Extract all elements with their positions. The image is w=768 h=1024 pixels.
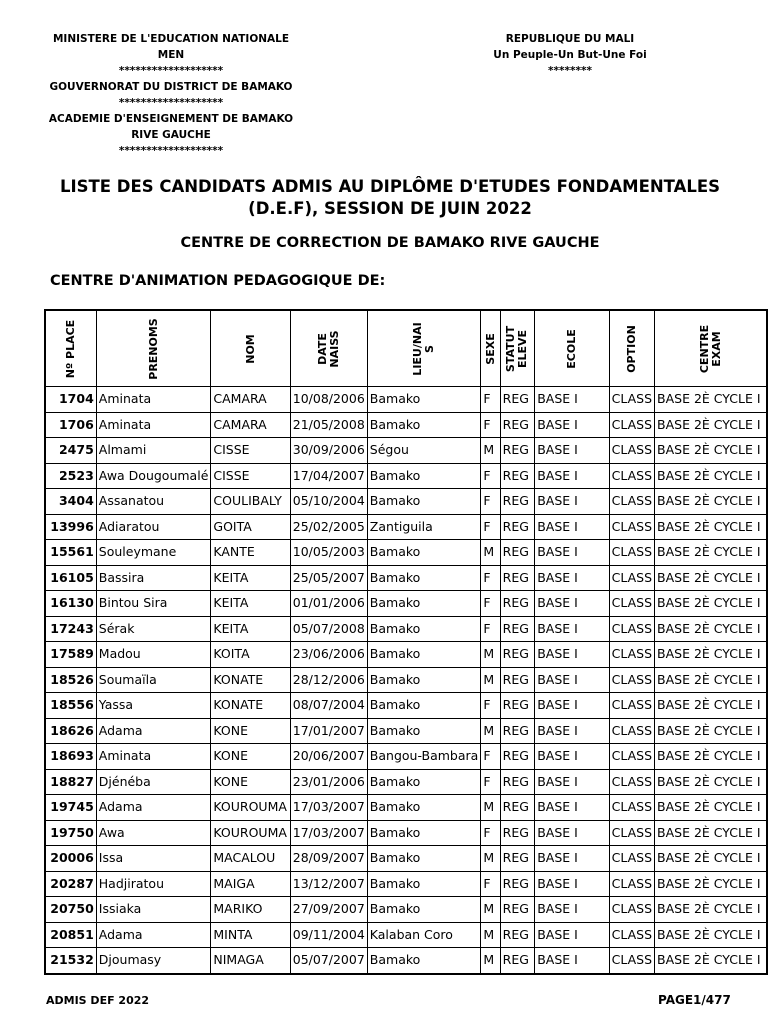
header-line: MEN xyxy=(157,49,185,61)
table-row xyxy=(45,795,767,821)
cell-nom: CAMARA xyxy=(211,412,290,438)
cell-nom: KONATE xyxy=(211,667,290,693)
cell-nom: KEITA xyxy=(211,565,290,591)
cell-nom: MAIGA xyxy=(211,871,290,897)
cell-nom: CAMARA xyxy=(211,387,290,413)
cell-lieu-naiss: Bamako xyxy=(367,795,481,821)
cell-sexe: M xyxy=(481,667,500,693)
cell-sexe: F xyxy=(481,387,500,413)
header-line: Un Peuple-Un But-Une Foi xyxy=(493,49,647,61)
cell-statut: REG xyxy=(500,744,535,770)
cell-date-naiss: 10/05/2003 xyxy=(290,540,367,566)
cell-option: CLASS xyxy=(609,489,654,515)
column-header-label: Nº PLACE xyxy=(63,319,77,378)
header-line: REPUBLIQUE DU MALI xyxy=(505,33,635,45)
cell-sexe: M xyxy=(481,438,500,464)
cell-statut: REG xyxy=(500,489,535,515)
cell-ecole: BASE I xyxy=(535,718,609,744)
cell-prenoms: Soumaïla xyxy=(96,667,211,693)
cell-ecole: BASE I xyxy=(535,871,609,897)
header-line: GOUVERNORAT DU DISTRICT DE BAMAKO xyxy=(49,81,293,93)
cell-sexe: F xyxy=(481,463,500,489)
cell-option: CLASS xyxy=(609,540,654,566)
cell-ecole: BASE I xyxy=(535,463,609,489)
cell-centre-exam: BASE 2È CYCLE I xyxy=(655,795,767,821)
table-row xyxy=(45,871,767,897)
cell-option: CLASS xyxy=(609,412,654,438)
cell-centre-exam: BASE 2È CYCLE I xyxy=(655,846,767,872)
cell-centre-exam: BASE 2È CYCLE I xyxy=(655,489,767,515)
cell-date-naiss: 01/01/2006 xyxy=(290,591,367,617)
cell-prenoms: Almami xyxy=(96,438,211,464)
footer-label: ADMIS DEF 2022 xyxy=(46,994,150,1007)
cell-option: CLASS xyxy=(609,667,654,693)
cell-sexe: F xyxy=(481,565,500,591)
cell-option: CLASS xyxy=(609,642,654,668)
cell-lieu-naiss: Bamako xyxy=(367,591,481,617)
cell-option: CLASS xyxy=(609,718,654,744)
cell-statut: REG xyxy=(500,387,535,413)
column-header-nom xyxy=(211,310,290,387)
cell-prenoms: Assanatou xyxy=(96,489,211,515)
cell-option: CLASS xyxy=(609,565,654,591)
cell-place: 19745 xyxy=(45,795,96,821)
cell-date-naiss: 23/01/2006 xyxy=(290,769,367,795)
table-row xyxy=(45,591,767,617)
cell-date-naiss: 23/06/2006 xyxy=(290,642,367,668)
cell-place: 18526 xyxy=(45,667,96,693)
cell-centre-exam: BASE 2È CYCLE I xyxy=(655,922,767,948)
cell-prenoms: Hadjiratou xyxy=(96,871,211,897)
cell-statut: REG xyxy=(500,693,535,719)
cell-date-naiss: 17/03/2007 xyxy=(290,820,367,846)
cell-statut: REG xyxy=(500,667,535,693)
cell-date-naiss: 05/10/2004 xyxy=(290,489,367,515)
cell-ecole: BASE I xyxy=(535,693,609,719)
cell-option: CLASS xyxy=(609,922,654,948)
column-header-label: STATUT ELEVE xyxy=(504,325,530,372)
cell-option: CLASS xyxy=(609,948,654,974)
cell-ecole: BASE I xyxy=(535,514,609,540)
cell-option: CLASS xyxy=(609,769,654,795)
cell-centre-exam: BASE 2È CYCLE I xyxy=(655,744,767,770)
cell-nom: MACALOU xyxy=(211,846,290,872)
cell-place: 17589 xyxy=(45,642,96,668)
title-line-2: (D.E.F), SESSION DE JUIN 2022 xyxy=(248,199,532,218)
cell-statut: REG xyxy=(500,642,535,668)
column-header-ecole xyxy=(535,310,609,387)
table-row xyxy=(45,820,767,846)
cell-centre-exam: BASE 2È CYCLE I xyxy=(655,820,767,846)
cell-date-naiss: 30/09/2006 xyxy=(290,438,367,464)
cell-sexe: M xyxy=(481,540,500,566)
column-header-label: NOM xyxy=(243,333,257,364)
cell-centre-exam: BASE 2È CYCLE I xyxy=(655,769,767,795)
cell-centre-exam: BASE 2È CYCLE I xyxy=(655,897,767,923)
column-header-place xyxy=(45,310,96,387)
cell-sexe: F xyxy=(481,820,500,846)
cell-date-naiss: 17/01/2007 xyxy=(290,718,367,744)
center-label: CENTRE D'ANIMATION PEDAGOGIQUE DE: xyxy=(50,273,386,289)
cell-ecole: BASE I xyxy=(535,744,609,770)
table-row xyxy=(45,693,767,719)
cell-lieu-naiss: Bamako xyxy=(367,948,481,974)
cell-option: CLASS xyxy=(609,387,654,413)
cell-prenoms: Awa Dougoumalé xyxy=(96,463,211,489)
cell-option: CLASS xyxy=(609,871,654,897)
cell-lieu-naiss: Bamako xyxy=(367,693,481,719)
header-line: ******************* xyxy=(118,65,224,77)
cell-sexe: F xyxy=(481,744,500,770)
cell-sexe: M xyxy=(481,642,500,668)
cell-statut: REG xyxy=(500,897,535,923)
header-line: ******************* xyxy=(118,97,224,109)
cell-nom: NIMAGA xyxy=(211,948,290,974)
cell-place: 1706 xyxy=(45,412,96,438)
cell-statut: REG xyxy=(500,769,535,795)
cell-sexe: M xyxy=(481,846,500,872)
cell-lieu-naiss: Bamako xyxy=(367,667,481,693)
cell-place: 17243 xyxy=(45,616,96,642)
cell-place: 20851 xyxy=(45,922,96,948)
cell-nom: COULIBALY xyxy=(211,489,290,515)
cell-place: 18556 xyxy=(45,693,96,719)
column-header-prenoms xyxy=(96,310,211,387)
cell-prenoms: Issiaka xyxy=(96,897,211,923)
cell-sexe: F xyxy=(481,871,500,897)
cell-prenoms: Djénéba xyxy=(96,769,211,795)
cell-nom: KONE xyxy=(211,718,290,744)
table-row xyxy=(45,642,767,668)
cell-lieu-naiss: Bamako xyxy=(367,387,481,413)
cell-nom: KONE xyxy=(211,744,290,770)
table-row xyxy=(45,540,767,566)
column-header-label: DATE NAISS xyxy=(315,329,341,368)
cell-sexe: M xyxy=(481,718,500,744)
cell-lieu-naiss: Bamako xyxy=(367,642,481,668)
cell-date-naiss: 27/09/2007 xyxy=(290,897,367,923)
cell-date-naiss: 09/11/2004 xyxy=(290,922,367,948)
header-line: MINISTERE DE L'EDUCATION NATIONALE xyxy=(52,33,290,45)
cell-option: CLASS xyxy=(609,438,654,464)
table-row xyxy=(45,718,767,744)
cell-lieu-naiss: Kalaban Coro xyxy=(367,922,481,948)
cell-prenoms: Bassira xyxy=(96,565,211,591)
cell-date-naiss: 28/09/2007 xyxy=(290,846,367,872)
ministry-header xyxy=(46,31,296,159)
cell-centre-exam: BASE 2È CYCLE I xyxy=(655,616,767,642)
cell-date-naiss: 20/06/2007 xyxy=(290,744,367,770)
cell-centre-exam: BASE 2È CYCLE I xyxy=(655,718,767,744)
table-header-row xyxy=(45,310,767,387)
cell-centre-exam: BASE 2È CYCLE I xyxy=(655,871,767,897)
cell-ecole: BASE I xyxy=(535,897,609,923)
cell-option: CLASS xyxy=(609,514,654,540)
column-header-lieu-naiss xyxy=(367,310,481,387)
column-header-statut xyxy=(500,310,535,387)
cell-date-naiss: 10/08/2006 xyxy=(290,387,367,413)
cell-nom: CISSE xyxy=(211,438,290,464)
cell-date-naiss: 21/05/2008 xyxy=(290,412,367,438)
cell-ecole: BASE I xyxy=(535,591,609,617)
cell-sexe: M xyxy=(481,795,500,821)
column-header-centre-exam xyxy=(655,310,767,387)
cell-place: 20006 xyxy=(45,846,96,872)
cell-statut: REG xyxy=(500,922,535,948)
cell-ecole: BASE I xyxy=(535,616,609,642)
cell-nom: KOITA xyxy=(211,642,290,668)
header-line: ******** xyxy=(548,65,592,77)
cell-ecole: BASE I xyxy=(535,820,609,846)
cell-prenoms: Adiaratou xyxy=(96,514,211,540)
cell-centre-exam: BASE 2È CYCLE I xyxy=(655,540,767,566)
cell-place: 20287 xyxy=(45,871,96,897)
cell-date-naiss: 25/05/2007 xyxy=(290,565,367,591)
cell-sexe: F xyxy=(481,514,500,540)
cell-statut: REG xyxy=(500,718,535,744)
cell-ecole: BASE I xyxy=(535,412,609,438)
cell-option: CLASS xyxy=(609,616,654,642)
republic-header xyxy=(490,31,650,79)
candidates-table xyxy=(44,309,768,975)
cell-sexe: F xyxy=(481,591,500,617)
cell-nom: KONE xyxy=(211,769,290,795)
cell-statut: REG xyxy=(500,591,535,617)
cell-lieu-naiss: Bamako xyxy=(367,489,481,515)
cell-centre-exam: BASE 2È CYCLE I xyxy=(655,387,767,413)
cell-statut: REG xyxy=(500,846,535,872)
cell-ecole: BASE I xyxy=(535,489,609,515)
cell-lieu-naiss: Bangou-Bambara xyxy=(367,744,481,770)
header-line: ******************* xyxy=(118,145,224,157)
cell-lieu-naiss: Bamako xyxy=(367,820,481,846)
column-header-date-naiss xyxy=(290,310,367,387)
cell-place: 16130 xyxy=(45,591,96,617)
table-body xyxy=(45,387,767,974)
cell-option: CLASS xyxy=(609,744,654,770)
cell-centre-exam: BASE 2È CYCLE I xyxy=(655,948,767,974)
cell-prenoms: Souleymane xyxy=(96,540,211,566)
table-row xyxy=(45,846,767,872)
table-row xyxy=(45,514,767,540)
cell-ecole: BASE I xyxy=(535,922,609,948)
cell-nom: KOUROUMA xyxy=(211,795,290,821)
cell-date-naiss: 13/12/2007 xyxy=(290,871,367,897)
cell-ecole: BASE I xyxy=(535,642,609,668)
table-row xyxy=(45,463,767,489)
cell-centre-exam: BASE 2È CYCLE I xyxy=(655,412,767,438)
table-row xyxy=(45,489,767,515)
cell-sexe: F xyxy=(481,489,500,515)
table-row xyxy=(45,769,767,795)
cell-centre-exam: BASE 2È CYCLE I xyxy=(655,591,767,617)
cell-place: 18693 xyxy=(45,744,96,770)
cell-place: 2475 xyxy=(45,438,96,464)
table-row xyxy=(45,616,767,642)
cell-place: 19750 xyxy=(45,820,96,846)
cell-sexe: F xyxy=(481,616,500,642)
cell-sexe: F xyxy=(481,412,500,438)
column-header-label: PRENOMS xyxy=(146,317,160,380)
cell-lieu-naiss: Bamako xyxy=(367,616,481,642)
cell-nom: KEITA xyxy=(211,591,290,617)
cell-lieu-naiss: Bamako xyxy=(367,769,481,795)
table-row xyxy=(45,438,767,464)
cell-centre-exam: BASE 2È CYCLE I xyxy=(655,565,767,591)
cell-ecole: BASE I xyxy=(535,795,609,821)
cell-statut: REG xyxy=(500,540,535,566)
cell-prenoms: Issa xyxy=(96,846,211,872)
cell-statut: REG xyxy=(500,463,535,489)
cell-lieu-naiss: Bamako xyxy=(367,846,481,872)
cell-statut: REG xyxy=(500,795,535,821)
cell-sexe: M xyxy=(481,922,500,948)
table-row xyxy=(45,565,767,591)
cell-place: 15561 xyxy=(45,540,96,566)
cell-sexe: F xyxy=(481,693,500,719)
cell-nom: KOUROUMA xyxy=(211,820,290,846)
cell-nom: MINTA xyxy=(211,922,290,948)
cell-option: CLASS xyxy=(609,693,654,719)
cell-prenoms: Aminata xyxy=(96,387,211,413)
cell-place: 18827 xyxy=(45,769,96,795)
cell-prenoms: Adama xyxy=(96,795,211,821)
cell-ecole: BASE I xyxy=(535,667,609,693)
cell-ecole: BASE I xyxy=(535,846,609,872)
cell-statut: REG xyxy=(500,820,535,846)
column-header-label: SEXE xyxy=(483,332,497,365)
cell-centre-exam: BASE 2È CYCLE I xyxy=(655,514,767,540)
cell-date-naiss: 25/02/2005 xyxy=(290,514,367,540)
cell-sexe: F xyxy=(481,769,500,795)
cell-statut: REG xyxy=(500,438,535,464)
cell-lieu-naiss: Bamako xyxy=(367,565,481,591)
column-header-label: OPTION xyxy=(624,324,638,373)
cell-statut: REG xyxy=(500,871,535,897)
cell-prenoms: Madou xyxy=(96,642,211,668)
cell-prenoms: Aminata xyxy=(96,744,211,770)
cell-prenoms: Djoumasy xyxy=(96,948,211,974)
cell-prenoms: Aminata xyxy=(96,412,211,438)
table-row xyxy=(45,922,767,948)
cell-place: 18626 xyxy=(45,718,96,744)
table-row xyxy=(45,744,767,770)
cell-lieu-naiss: Bamako xyxy=(367,540,481,566)
cell-nom: KEITA xyxy=(211,616,290,642)
table-row xyxy=(45,412,767,438)
cell-lieu-naiss: Zantiguila xyxy=(367,514,481,540)
cell-place: 21532 xyxy=(45,948,96,974)
cell-option: CLASS xyxy=(609,846,654,872)
cell-date-naiss: 05/07/2007 xyxy=(290,948,367,974)
cell-place: 13996 xyxy=(45,514,96,540)
column-header-label: CENTRE EXAM xyxy=(697,324,723,373)
cell-lieu-naiss: Bamako xyxy=(367,718,481,744)
cell-sexe: M xyxy=(481,948,500,974)
title-line-1: LISTE DES CANDIDATS ADMIS AU DIPLÔME D'ETUDES FONDAMENTALES xyxy=(59,177,721,196)
cell-place: 1704 xyxy=(45,387,96,413)
cell-lieu-naiss: Bamako xyxy=(367,871,481,897)
table-row xyxy=(45,897,767,923)
cell-date-naiss: 05/07/2008 xyxy=(290,616,367,642)
cell-ecole: BASE I xyxy=(535,565,609,591)
cell-option: CLASS xyxy=(609,591,654,617)
cell-nom: KANTE xyxy=(211,540,290,566)
table-row xyxy=(45,667,767,693)
cell-prenoms: Adama xyxy=(96,922,211,948)
cell-centre-exam: BASE 2È CYCLE I xyxy=(655,642,767,668)
cell-sexe: M xyxy=(481,897,500,923)
cell-nom: CISSE xyxy=(211,463,290,489)
cell-date-naiss: 08/07/2004 xyxy=(290,693,367,719)
column-header-label: LIEU/NAI S xyxy=(411,321,437,376)
column-header-option xyxy=(609,310,654,387)
cell-place: 16105 xyxy=(45,565,96,591)
table-row xyxy=(45,387,767,413)
cell-nom: GOITA xyxy=(211,514,290,540)
cell-prenoms: Awa xyxy=(96,820,211,846)
cell-centre-exam: BASE 2È CYCLE I xyxy=(655,693,767,719)
cell-ecole: BASE I xyxy=(535,387,609,413)
cell-statut: REG xyxy=(500,948,535,974)
cell-statut: REG xyxy=(500,616,535,642)
cell-option: CLASS xyxy=(609,820,654,846)
cell-statut: REG xyxy=(500,412,535,438)
table-row xyxy=(45,948,767,974)
cell-option: CLASS xyxy=(609,897,654,923)
cell-date-naiss: 28/12/2006 xyxy=(290,667,367,693)
cell-lieu-naiss: Bamako xyxy=(367,897,481,923)
cell-centre-exam: BASE 2È CYCLE I xyxy=(655,463,767,489)
cell-option: CLASS xyxy=(609,463,654,489)
cell-statut: REG xyxy=(500,565,535,591)
cell-ecole: BASE I xyxy=(535,769,609,795)
cell-lieu-naiss: Bamako xyxy=(367,412,481,438)
cell-prenoms: Adama xyxy=(96,718,211,744)
header-line: ACADEMIE D'ENSEIGNEMENT DE BAMAKO xyxy=(48,113,294,125)
cell-date-naiss: 17/03/2007 xyxy=(290,795,367,821)
cell-prenoms: Bintou Sira xyxy=(96,591,211,617)
cell-prenoms: Sérak xyxy=(96,616,211,642)
cell-place: 3404 xyxy=(45,489,96,515)
cell-nom: KONATE xyxy=(211,693,290,719)
cell-ecole: BASE I xyxy=(535,438,609,464)
cell-date-naiss: 17/04/2007 xyxy=(290,463,367,489)
header-line: RIVE GAUCHE xyxy=(131,129,211,141)
document-title xyxy=(40,176,740,220)
cell-prenoms: Yassa xyxy=(96,693,211,719)
cell-place: 20750 xyxy=(45,897,96,923)
cell-place: 2523 xyxy=(45,463,96,489)
cell-centre-exam: BASE 2È CYCLE I xyxy=(655,438,767,464)
cell-ecole: BASE I xyxy=(535,948,609,974)
cell-option: CLASS xyxy=(609,795,654,821)
cell-ecole: BASE I xyxy=(535,540,609,566)
document-subtitle: CENTRE DE CORRECTION DE BAMAKO RIVE GAUCHE xyxy=(180,235,600,251)
cell-lieu-naiss: Ségou xyxy=(367,438,481,464)
cell-lieu-naiss: Bamako xyxy=(367,463,481,489)
column-header-sexe xyxy=(481,310,500,387)
cell-centre-exam: BASE 2È CYCLE I xyxy=(655,667,767,693)
cell-statut: REG xyxy=(500,514,535,540)
page-number: PAGE1/477 xyxy=(658,993,731,1007)
cell-nom: MARIKO xyxy=(211,897,290,923)
column-header-label: ECOLE xyxy=(564,328,578,369)
